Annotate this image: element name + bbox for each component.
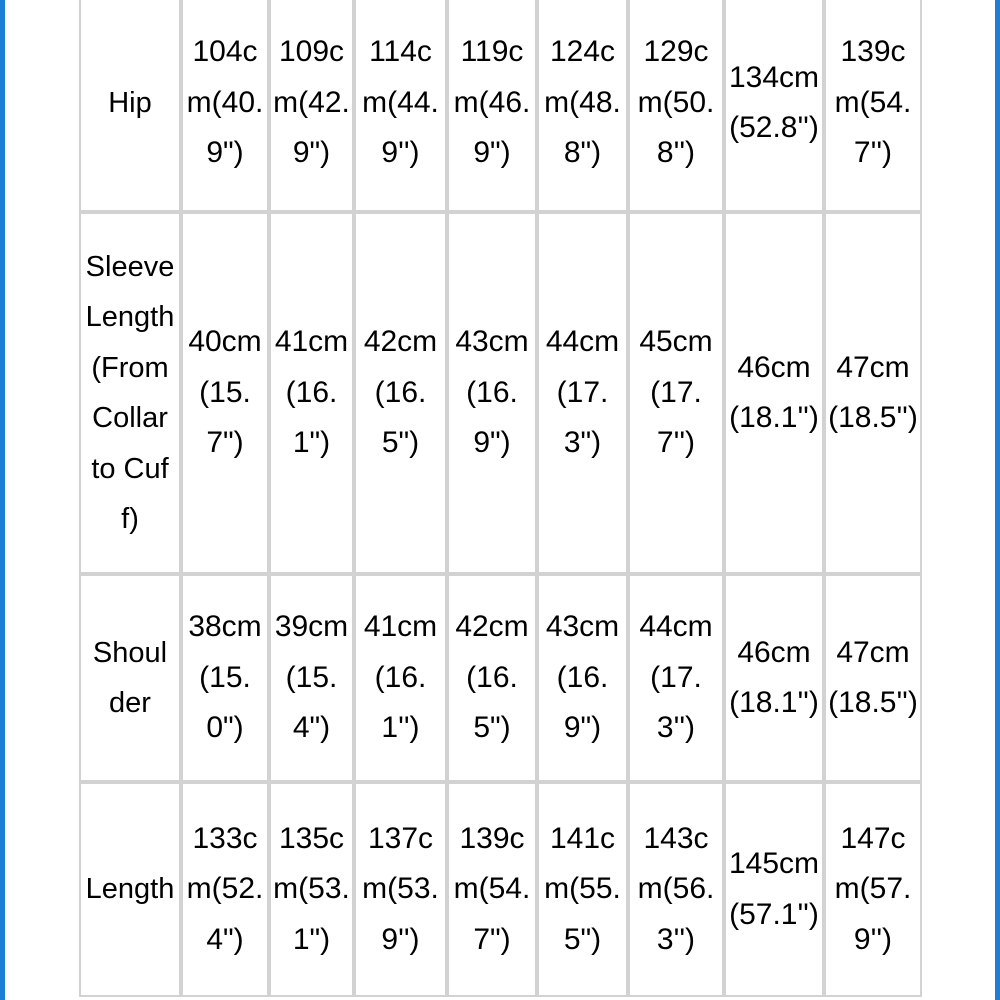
left-frame-border: [0, 0, 5, 1000]
table-cell: 41cm(16.1"): [269, 212, 354, 574]
table-cell: 119cm(46.9"): [447, 0, 537, 212]
table-cell: 39cm(15.4"): [269, 574, 354, 782]
size-table: [79, 0, 922, 997]
table-cell: 38cm(15.0"): [181, 574, 269, 782]
table-cell: 145cm(57.1''): [724, 782, 824, 997]
table-cell: 133cm(52.4"): [181, 782, 269, 997]
table-cell: 42cm(16.5"): [447, 574, 537, 782]
right-frame-border: [995, 0, 1000, 1000]
table-cell: 139cm(54.7"): [447, 782, 537, 997]
table-cell: 114cm(44.9''): [354, 0, 447, 212]
row-label: Length: [79, 782, 181, 997]
row-label: Sleeve Length(From Collar to Cuff): [79, 212, 181, 574]
table-cell: 139cm(54.7''): [824, 0, 922, 212]
table-cell: 42cm(16.5"): [354, 212, 447, 574]
table-cell: 137cm(53.9''): [354, 782, 447, 997]
table-cell: 43cm(16.9"): [537, 574, 628, 782]
row-label: Hip: [79, 0, 181, 212]
table-cell: 147cm(57.9''): [824, 782, 922, 997]
table-cell: 143cm(56.3''): [628, 782, 724, 997]
table-cell: 129cm(50.8''): [628, 0, 724, 212]
table-cell: 47cm(18.5''): [824, 574, 922, 782]
table-cell: 141cm(55.5"): [537, 782, 628, 997]
table-cell: 43cm(16.9"): [447, 212, 537, 574]
table-cell: 45cm(17.7''): [628, 212, 724, 574]
table-cell: 44cm(17.3"): [537, 212, 628, 574]
table-row-hip: [79, 0, 922, 212]
table-cell: 109cm(42.9"): [269, 0, 354, 212]
table-row-shoulder: [79, 574, 922, 782]
table-cell: 135cm(53.1"): [269, 782, 354, 997]
table-cell: 124cm(48.8"): [537, 0, 628, 212]
table-cell: 104cm(40.9"): [181, 0, 269, 212]
table-cell: 134cm(52.8''): [724, 0, 824, 212]
table-cell: 41cm(16.1''): [354, 574, 447, 782]
table-cell: 47cm(18.5''): [824, 212, 922, 574]
table-cell: 40cm(15.7"): [181, 212, 269, 574]
size-chart: [79, 0, 922, 997]
table-row-length: [79, 782, 922, 997]
table-cell: 46cm(18.1''): [724, 574, 824, 782]
table-cell: 46cm(18.1''): [724, 212, 824, 574]
table-cell: 44cm(17.3''): [628, 574, 724, 782]
row-label: Shoulder: [79, 574, 181, 782]
table-row-sleeve-length: [79, 212, 922, 574]
